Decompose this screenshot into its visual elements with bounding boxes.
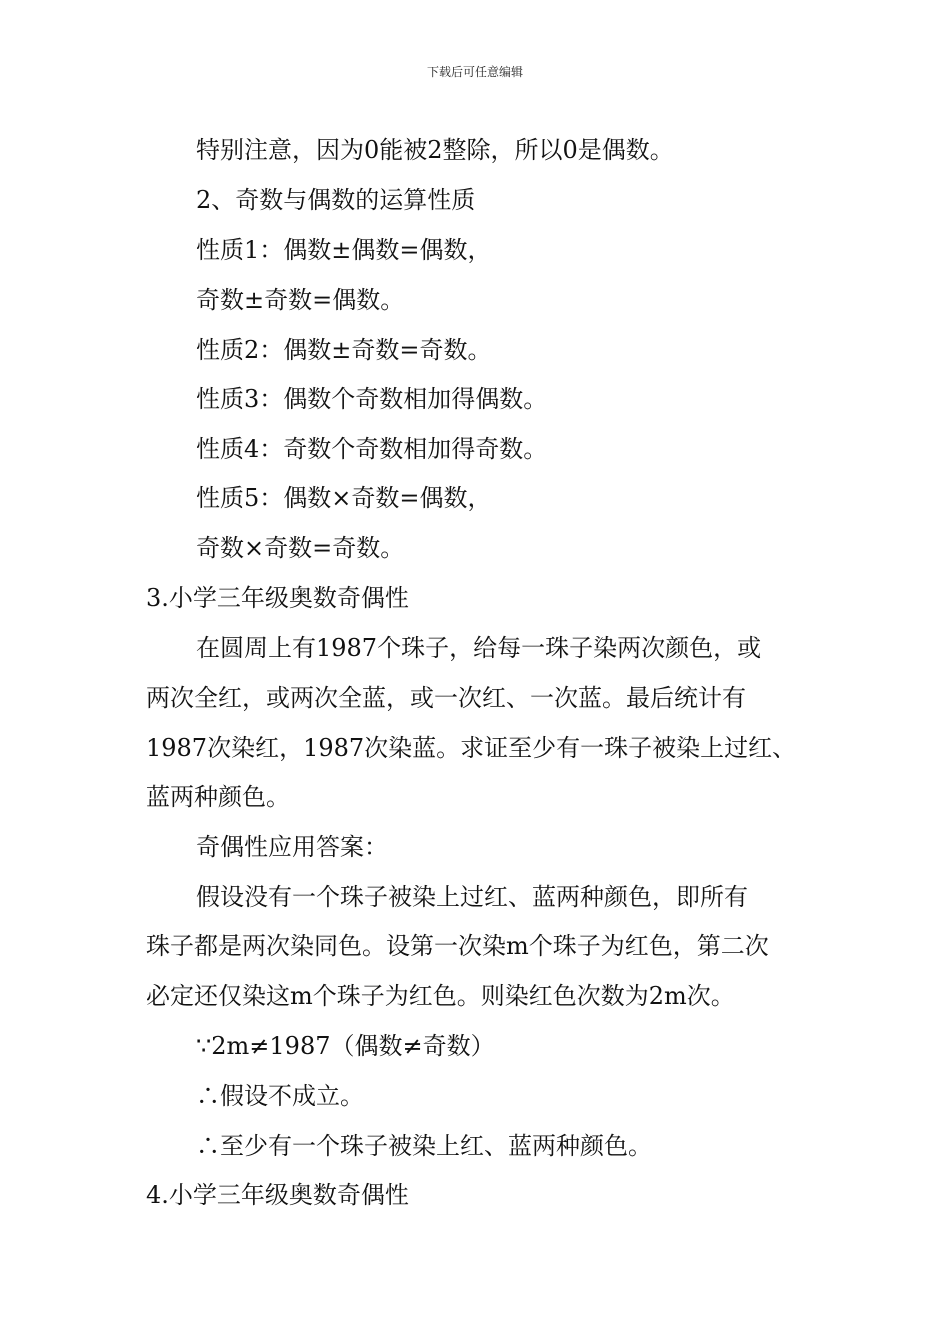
problem-line-1: 在圆周上有1987个珠子，给每一珠子染两次颜色，或: [196, 634, 762, 662]
property-4: 性质4：奇数个奇数相加得奇数。: [196, 435, 548, 463]
problem-line-4: 蓝两种颜色。: [146, 783, 290, 811]
problem-line-3: 1987次染红，1987次染蓝。求证至少有一珠子被染上过红、: [146, 734, 797, 762]
answer-therefore-1: ∴假设不成立。: [196, 1082, 364, 1110]
property-5-line-2: 奇数×奇数=奇数。: [196, 534, 405, 562]
answer-heading: 奇偶性应用答案：: [196, 833, 388, 861]
property-5-line-1: 性质5：偶数×奇数=偶数，: [196, 484, 492, 512]
text-line-zero-is-even: 特别注意，因为0能被2整除，所以0是偶数。: [196, 136, 674, 164]
section-heading-3: 3.小学三年级奥数奇偶性: [146, 584, 409, 612]
section-heading-properties: 2、奇数与偶数的运算性质: [196, 186, 476, 214]
problem-line-2: 两次全红，或两次全蓝，或一次红、一次蓝。最后统计有: [146, 684, 746, 712]
property-2: 性质2：偶数±奇数=奇数。: [196, 336, 492, 364]
property-1-line-2: 奇数±奇数=偶数。: [196, 286, 405, 314]
answer-line-1: 假设没有一个珠子被染上过红、蓝两种颜色，即所有: [196, 883, 748, 911]
property-3: 性质3：偶数个奇数相加得偶数。: [196, 385, 548, 413]
property-1-line-1: 性质1：偶数±偶数=偶数，: [196, 236, 492, 264]
answer-because: ∵2m≠1987（偶数≠奇数）: [196, 1032, 495, 1060]
answer-line-2: 珠子都是两次染同色。设第一次染m个珠子为红色，第二次: [146, 932, 769, 960]
section-heading-4: 4.小学三年级奥数奇偶性: [146, 1181, 409, 1209]
page-header: 下载后可任意编辑: [426, 65, 523, 79]
answer-therefore-2: ∴至少有一个珠子被染上红、蓝两种颜色。: [196, 1132, 652, 1160]
answer-line-3: 必定还仅染这m个珠子为红色。则染红色次数为2m次。: [146, 982, 735, 1010]
